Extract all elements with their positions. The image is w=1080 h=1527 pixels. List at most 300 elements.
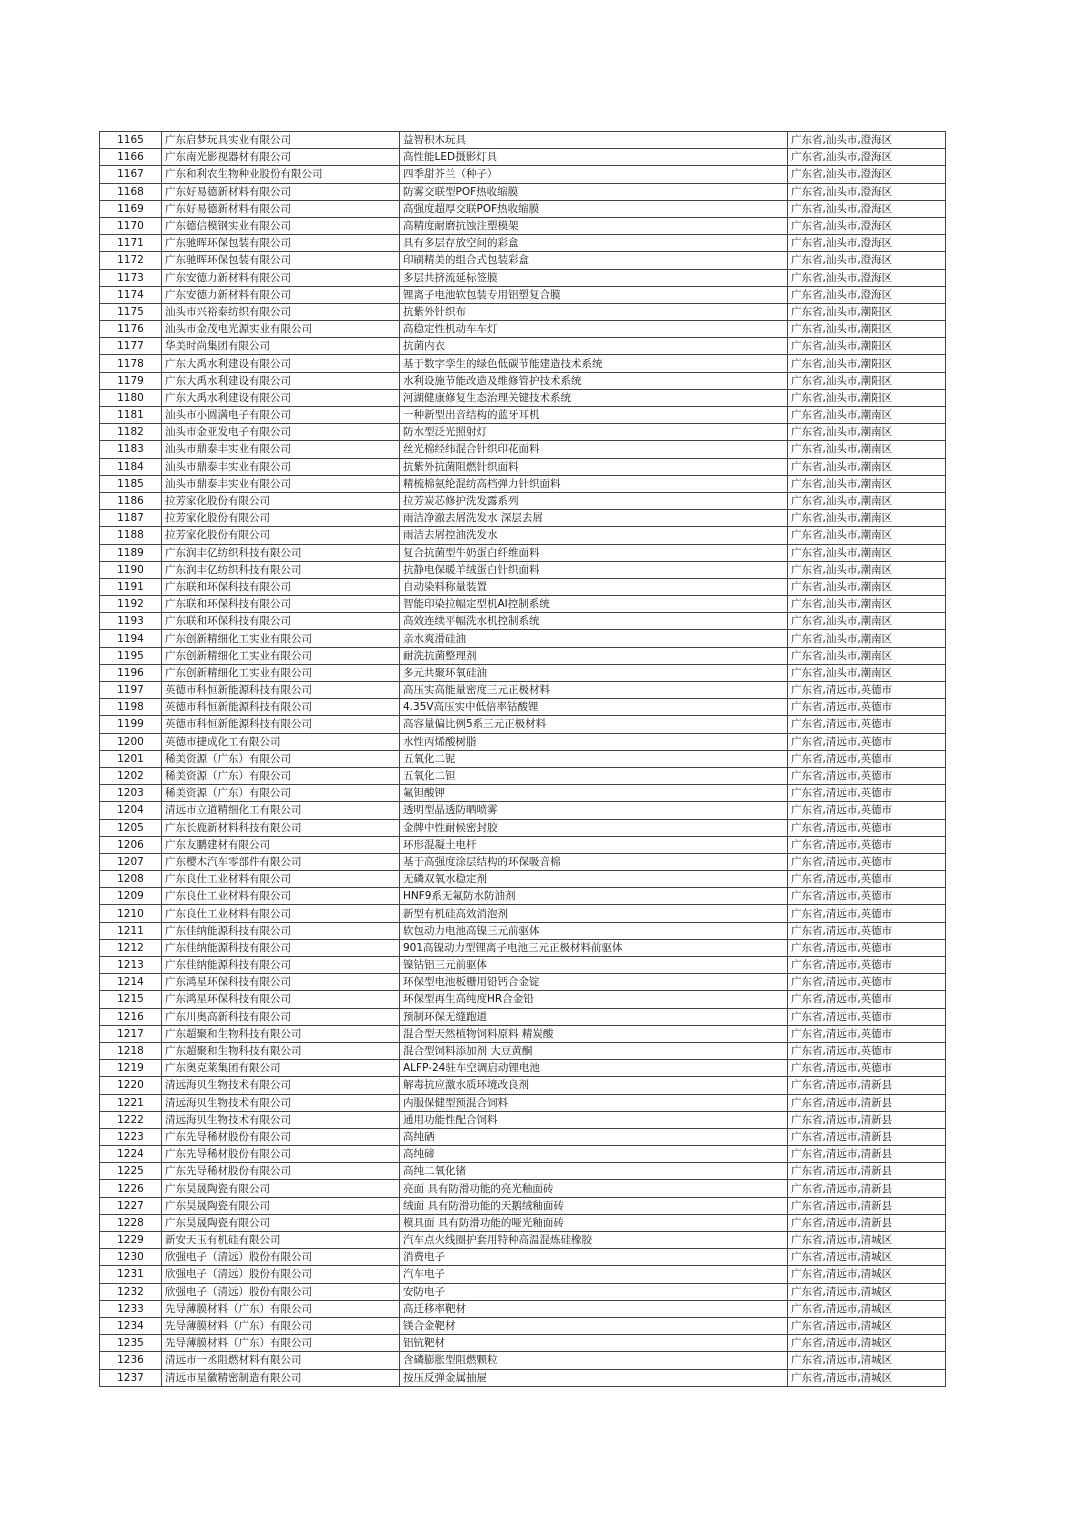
table-row: [100, 1335, 946, 1352]
region-cell: 广东省,汕头市,潮南区: [788, 613, 946, 630]
product-name-cell: 雨洁净澈去屑洗发水 深层去屑: [400, 510, 788, 527]
table-row: [100, 200, 946, 217]
product-name-cell: 复合抗菌型牛奶蛋白纤维面料: [400, 544, 788, 561]
row-number-cell: 1229: [100, 1232, 162, 1249]
row-number-cell: 1189: [100, 544, 162, 561]
product-name-cell: 智能印染拉幅定型机AI控制系统: [400, 596, 788, 613]
product-name-cell: 丝光棉经纬混合针织印花面料: [400, 441, 788, 458]
company-name-cell: 广东联和环保科技有限公司: [162, 578, 400, 595]
product-name-cell: 按压反弹金属抽屉: [400, 1369, 788, 1386]
table-row: [100, 1060, 946, 1077]
region-cell: 广东省,汕头市,潮阳区: [788, 372, 946, 389]
company-name-cell: 广东启梦玩具实业有限公司: [162, 132, 400, 149]
product-name-cell: 具有多层存放空间的彩盒: [400, 235, 788, 252]
table-row: [100, 578, 946, 595]
region-cell: 广东省,清远市,清新县: [788, 1214, 946, 1231]
table-row: [100, 888, 946, 905]
table-row: [100, 372, 946, 389]
row-number-cell: 1215: [100, 991, 162, 1008]
company-name-cell: 广东良仕工业材料有限公司: [162, 905, 400, 922]
region-cell: 广东省,汕头市,潮南区: [788, 492, 946, 509]
table-row: [100, 286, 946, 303]
table-row: [100, 1317, 946, 1334]
product-name-cell: 印刷精美的组合式包装彩盒: [400, 252, 788, 269]
row-number-cell: 1169: [100, 200, 162, 217]
table-row: [100, 217, 946, 234]
company-name-cell: 广东先导稀材股份有限公司: [162, 1163, 400, 1180]
row-number-cell: 1223: [100, 1128, 162, 1145]
table-row: [100, 991, 946, 1008]
region-cell: 广东省,清远市,清新县: [788, 1111, 946, 1128]
product-name-cell: 一种新型出音结构的蓝牙耳机: [400, 407, 788, 424]
region-cell: 广东省,汕头市,潮南区: [788, 527, 946, 544]
table-row: [100, 905, 946, 922]
table-row: [100, 269, 946, 286]
table-row: [100, 613, 946, 630]
product-name-cell: 混合型饲料添加剂 大豆黄酮: [400, 1042, 788, 1059]
company-name-cell: 广东长鹿新材料科技有限公司: [162, 819, 400, 836]
product-name-cell: 环保型再生高纯度HR合金铅: [400, 991, 788, 1008]
product-name-cell: 五氧化二钽: [400, 767, 788, 784]
region-cell: 广东省,汕头市,澄海区: [788, 200, 946, 217]
region-cell: 广东省,清远市,英德市: [788, 785, 946, 802]
company-name-cell: 汕头市金茂电光源实业有限公司: [162, 321, 400, 338]
row-number-cell: 1208: [100, 871, 162, 888]
row-number-cell: 1225: [100, 1163, 162, 1180]
row-number-cell: 1217: [100, 1025, 162, 1042]
table-row: [100, 596, 946, 613]
company-name-cell: 广东超聚和生物科技有限公司: [162, 1042, 400, 1059]
company-name-cell: 广东创新精细化工实业有限公司: [162, 630, 400, 647]
table-row: [100, 1025, 946, 1042]
company-name-cell: 汕头市鼎泰丰实业有限公司: [162, 458, 400, 475]
row-number-cell: 1209: [100, 888, 162, 905]
company-name-cell: 稀美资源（广东）有限公司: [162, 785, 400, 802]
table-row: [100, 1077, 946, 1094]
row-number-cell: 1187: [100, 510, 162, 527]
table-row: [100, 166, 946, 183]
row-number-cell: 1232: [100, 1283, 162, 1300]
region-cell: 广东省,清远市,清城区: [788, 1249, 946, 1266]
product-name-cell: 水性丙烯酸树脂: [400, 733, 788, 750]
product-name-cell: 精梳棉氨纶混纺高档弹力针织面料: [400, 475, 788, 492]
table-row: [100, 1232, 946, 1249]
region-cell: 广东省,汕头市,潮南区: [788, 510, 946, 527]
table-row: [100, 699, 946, 716]
company-name-cell: 广东好易德新材料有限公司: [162, 183, 400, 200]
row-number-cell: 1174: [100, 286, 162, 303]
product-name-cell: 亮面 具有防滑功能的亮光釉面砖: [400, 1180, 788, 1197]
company-name-cell: 英德市科恒新能源科技有限公司: [162, 699, 400, 716]
region-cell: 广东省,清远市,清新县: [788, 1163, 946, 1180]
region-cell: 广东省,清远市,清城区: [788, 1369, 946, 1386]
table-row: [100, 458, 946, 475]
row-number-cell: 1192: [100, 596, 162, 613]
table-row: [100, 1042, 946, 1059]
region-cell: 广东省,汕头市,潮南区: [788, 407, 946, 424]
company-name-cell: 先导薄膜材料（广东）有限公司: [162, 1317, 400, 1334]
row-number-cell: 1202: [100, 767, 162, 784]
product-name-cell: 抗紫外针织布: [400, 303, 788, 320]
region-cell: 广东省,清远市,英德市: [788, 682, 946, 699]
company-name-cell: 汕头市金亚发电子有限公司: [162, 424, 400, 441]
region-cell: 广东省,清远市,英德市: [788, 853, 946, 870]
row-number-cell: 1203: [100, 785, 162, 802]
product-name-cell: 自动染料称量装置: [400, 578, 788, 595]
product-name-cell: 内服保健型预混合饲料: [400, 1094, 788, 1111]
row-number-cell: 1200: [100, 733, 162, 750]
region-cell: 广东省,汕头市,潮南区: [788, 424, 946, 441]
region-cell: 广东省,清远市,英德市: [788, 871, 946, 888]
product-name-cell: 汽车点火线圈护套用特种高温混炼硅橡胶: [400, 1232, 788, 1249]
company-name-cell: 清远海贝生物技术有限公司: [162, 1077, 400, 1094]
table-row: [100, 630, 946, 647]
product-name-cell: 通用功能性配合饲料: [400, 1111, 788, 1128]
region-cell: 广东省,汕头市,潮南区: [788, 458, 946, 475]
table-row: [100, 716, 946, 733]
table-row: [100, 750, 946, 767]
region-cell: 广东省,汕头市,潮南区: [788, 475, 946, 492]
product-name-cell: 四季甜芥兰（种子）: [400, 166, 788, 183]
row-number-cell: 1221: [100, 1094, 162, 1111]
table-row: [100, 407, 946, 424]
region-cell: 广东省,清远市,清新县: [788, 1180, 946, 1197]
company-name-cell: 广东佳纳能源科技有限公司: [162, 922, 400, 939]
region-cell: 广东省,汕头市,潮南区: [788, 578, 946, 595]
company-name-cell: 广东昊晟陶瓷有限公司: [162, 1180, 400, 1197]
row-number-cell: 1181: [100, 407, 162, 424]
table-row: [100, 922, 946, 939]
product-name-cell: 新型有机硅高效消泡剂: [400, 905, 788, 922]
row-number-cell: 1171: [100, 235, 162, 252]
product-name-cell: 高稳定性机动车车灯: [400, 321, 788, 338]
row-number-cell: 1179: [100, 372, 162, 389]
product-name-cell: 环形混凝土电杆: [400, 836, 788, 853]
region-cell: 广东省,清远市,英德市: [788, 699, 946, 716]
table-row: [100, 544, 946, 561]
table-row: [100, 785, 946, 802]
product-name-cell: 抗菌内衣: [400, 338, 788, 355]
company-name-cell: 欣强电子（清远）股份有限公司: [162, 1266, 400, 1283]
table-row: [100, 1146, 946, 1163]
product-name-cell: 绒面 具有防滑功能的天鹅绒釉面砖: [400, 1197, 788, 1214]
table-row: [100, 492, 946, 509]
region-cell: 广东省,汕头市,潮南区: [788, 544, 946, 561]
region-cell: 广东省,汕头市,澄海区: [788, 235, 946, 252]
product-name-cell: 4.35V高压实中低倍率钴酸锂: [400, 699, 788, 716]
product-name-cell: 环保型电池板栅用铅钙合金锭: [400, 974, 788, 991]
table-row: [100, 1266, 946, 1283]
row-number-cell: 1198: [100, 699, 162, 716]
company-name-cell: 清远市立道精细化工有限公司: [162, 802, 400, 819]
company-name-cell: 广东佳纳能源科技有限公司: [162, 957, 400, 974]
product-name-cell: 高压实高能量密度三元正极材料: [400, 682, 788, 699]
table-row: [100, 149, 946, 166]
row-number-cell: 1182: [100, 424, 162, 441]
row-number-cell: 1193: [100, 613, 162, 630]
company-name-cell: 广东友鹏建材有限公司: [162, 836, 400, 853]
company-name-cell: 广东昊晟陶瓷有限公司: [162, 1197, 400, 1214]
company-name-cell: 华美时尚集团有限公司: [162, 338, 400, 355]
company-name-cell: 广东好易德新材料有限公司: [162, 200, 400, 217]
product-name-cell: 软包动力电池高镍三元前驱体: [400, 922, 788, 939]
region-cell: 广东省,清远市,英德市: [788, 1025, 946, 1042]
product-name-cell: 雨洁去屑控油洗发水: [400, 527, 788, 544]
row-number-cell: 1224: [100, 1146, 162, 1163]
region-cell: 广东省,汕头市,澄海区: [788, 252, 946, 269]
table-row: [100, 1197, 946, 1214]
enterprise-product-table: [99, 131, 946, 1387]
region-cell: 广东省,清远市,英德市: [788, 1060, 946, 1077]
product-name-cell: 混合型天然植物饲料原料 精炭酸: [400, 1025, 788, 1042]
region-cell: 广东省,汕头市,潮阳区: [788, 303, 946, 320]
product-name-cell: 消费电子: [400, 1249, 788, 1266]
region-cell: 广东省,清远市,清城区: [788, 1300, 946, 1317]
product-name-cell: ALFP-24驻车空调启动锂电池: [400, 1060, 788, 1077]
region-cell: 广东省,清远市,清城区: [788, 1317, 946, 1334]
row-number-cell: 1199: [100, 716, 162, 733]
row-number-cell: 1211: [100, 922, 162, 939]
row-number-cell: 1227: [100, 1197, 162, 1214]
region-cell: 广东省,汕头市,潮阳区: [788, 355, 946, 372]
row-number-cell: 1212: [100, 939, 162, 956]
region-cell: 广东省,汕头市,潮南区: [788, 630, 946, 647]
row-number-cell: 1180: [100, 389, 162, 406]
row-number-cell: 1178: [100, 355, 162, 372]
product-name-cell: 基于高强度涂层结构的环保吸音棉: [400, 853, 788, 870]
company-name-cell: 广东德信模钢实业有限公司: [162, 217, 400, 234]
table-row: [100, 321, 946, 338]
region-cell: 广东省,汕头市,澄海区: [788, 149, 946, 166]
company-name-cell: 稀美资源（广东）有限公司: [162, 767, 400, 784]
region-cell: 广东省,清远市,英德市: [788, 957, 946, 974]
region-cell: 广东省,汕头市,澄海区: [788, 286, 946, 303]
table-row: [100, 957, 946, 974]
region-cell: 广东省,清远市,英德市: [788, 802, 946, 819]
company-name-cell: 广东驰晖环保包装有限公司: [162, 235, 400, 252]
table-row: [100, 132, 946, 149]
company-name-cell: 汕头市小圆满电子有限公司: [162, 407, 400, 424]
table-row: [100, 682, 946, 699]
table-row: [100, 1094, 946, 1111]
row-number-cell: 1185: [100, 475, 162, 492]
product-name-cell: 高效连续平幅洗水机控制系统: [400, 613, 788, 630]
product-name-cell: 镍钴铝三元前驱体: [400, 957, 788, 974]
table-row: [100, 1163, 946, 1180]
row-number-cell: 1236: [100, 1352, 162, 1369]
row-number-cell: 1170: [100, 217, 162, 234]
company-name-cell: 汕头市鼎泰丰实业有限公司: [162, 441, 400, 458]
product-name-cell: 铝钪靶材: [400, 1335, 788, 1352]
row-number-cell: 1168: [100, 183, 162, 200]
company-name-cell: 先导薄膜材料（广东）有限公司: [162, 1335, 400, 1352]
product-name-cell: 拉芳炭芯修护洗发露系列: [400, 492, 788, 509]
region-cell: 广东省,清远市,英德市: [788, 716, 946, 733]
region-cell: 广东省,汕头市,澄海区: [788, 217, 946, 234]
region-cell: 广东省,汕头市,潮阳区: [788, 389, 946, 406]
product-name-cell: 金牌中性耐候密封胶: [400, 819, 788, 836]
company-name-cell: 清远海贝生物技术有限公司: [162, 1111, 400, 1128]
region-cell: 广东省,清远市,清新县: [788, 1146, 946, 1163]
region-cell: 广东省,汕头市,澄海区: [788, 269, 946, 286]
table-row: [100, 424, 946, 441]
company-name-cell: 广东川奥高新科技有限公司: [162, 1008, 400, 1025]
row-number-cell: 1231: [100, 1266, 162, 1283]
row-number-cell: 1218: [100, 1042, 162, 1059]
region-cell: 广东省,清远市,英德市: [788, 767, 946, 784]
table-row: [100, 303, 946, 320]
company-name-cell: 英德市捷成化工有限公司: [162, 733, 400, 750]
row-number-cell: 1233: [100, 1300, 162, 1317]
product-name-cell: 安防电子: [400, 1283, 788, 1300]
region-cell: 广东省,清远市,英德市: [788, 836, 946, 853]
product-name-cell: 多元共聚环氧硅油: [400, 664, 788, 681]
table-row: [100, 802, 946, 819]
region-cell: 广东省,汕头市,潮南区: [788, 596, 946, 613]
company-name-cell: 广东润丰亿纺织科技有限公司: [162, 544, 400, 561]
product-name-cell: 模具面 具有防滑功能的哑光釉面砖: [400, 1214, 788, 1231]
row-number-cell: 1213: [100, 957, 162, 974]
row-number-cell: 1222: [100, 1111, 162, 1128]
table-row: [100, 235, 946, 252]
product-name-cell: 多层共挤流延标签膜: [400, 269, 788, 286]
row-number-cell: 1195: [100, 647, 162, 664]
table-row: [100, 647, 946, 664]
table-row: [100, 819, 946, 836]
region-cell: 广东省,清远市,清城区: [788, 1352, 946, 1369]
product-name-cell: 预制环保无缝跑道: [400, 1008, 788, 1025]
region-cell: 广东省,汕头市,潮南区: [788, 561, 946, 578]
table-row: [100, 1369, 946, 1386]
product-name-cell: 镁合金靶材: [400, 1317, 788, 1334]
region-cell: 广东省,汕头市,潮南区: [788, 664, 946, 681]
table-row: [100, 527, 946, 544]
company-name-cell: 广东创新精细化工实业有限公司: [162, 647, 400, 664]
region-cell: 广东省,清远市,清城区: [788, 1283, 946, 1300]
region-cell: 广东省,汕头市,潮阳区: [788, 338, 946, 355]
company-name-cell: 清远市星徽精密制造有限公司: [162, 1369, 400, 1386]
region-cell: 广东省,汕头市,潮阳区: [788, 321, 946, 338]
table-row: [100, 871, 946, 888]
product-name-cell: 高性能LED摄影灯具: [400, 149, 788, 166]
table-row: [100, 1111, 946, 1128]
product-name-cell: 耐洗抗菌整理剂: [400, 647, 788, 664]
row-number-cell: 1234: [100, 1317, 162, 1334]
row-number-cell: 1167: [100, 166, 162, 183]
company-name-cell: 英德市科恒新能源科技有限公司: [162, 682, 400, 699]
product-name-cell: 抗紫外抗菌阻燃针织面料: [400, 458, 788, 475]
table-row: [100, 338, 946, 355]
company-name-cell: 广东樱木汽车零部件有限公司: [162, 853, 400, 870]
region-cell: 广东省,清远市,英德市: [788, 733, 946, 750]
region-cell: 广东省,清远市,清新县: [788, 1128, 946, 1145]
region-cell: 广东省,清远市,清新县: [788, 1094, 946, 1111]
product-name-cell: 防雾交联型POF热收缩膜: [400, 183, 788, 200]
row-number-cell: 1177: [100, 338, 162, 355]
row-number-cell: 1204: [100, 802, 162, 819]
product-name-cell: 汽车电子: [400, 1266, 788, 1283]
row-number-cell: 1166: [100, 149, 162, 166]
product-name-cell: 高迁移率靶材: [400, 1300, 788, 1317]
company-name-cell: 欣强电子（清远）股份有限公司: [162, 1283, 400, 1300]
row-number-cell: 1230: [100, 1249, 162, 1266]
company-name-cell: 清远海贝生物技术有限公司: [162, 1094, 400, 1111]
table-row: [100, 1283, 946, 1300]
row-number-cell: 1172: [100, 252, 162, 269]
region-cell: 广东省,汕头市,潮南区: [788, 441, 946, 458]
region-cell: 广东省,汕头市,潮南区: [788, 647, 946, 664]
row-number-cell: 1237: [100, 1369, 162, 1386]
company-name-cell: 广东润丰亿纺织科技有限公司: [162, 561, 400, 578]
product-name-cell: 高纯碲: [400, 1146, 788, 1163]
region-cell: 广东省,清远市,清城区: [788, 1266, 946, 1283]
row-number-cell: 1183: [100, 441, 162, 458]
table-row: [100, 1300, 946, 1317]
company-name-cell: 广东先导稀材股份有限公司: [162, 1146, 400, 1163]
table-row: [100, 1008, 946, 1025]
region-cell: 广东省,清远市,英德市: [788, 991, 946, 1008]
company-name-cell: 广东驰晖环保包装有限公司: [162, 252, 400, 269]
table-row: [100, 1214, 946, 1231]
table-row: [100, 853, 946, 870]
company-name-cell: 拉芳家化股份有限公司: [162, 527, 400, 544]
row-number-cell: 1207: [100, 853, 162, 870]
product-name-cell: 五氧化二铌: [400, 750, 788, 767]
region-cell: 广东省,清远市,清城区: [788, 1232, 946, 1249]
region-cell: 广东省,清远市,英德市: [788, 922, 946, 939]
table-row: [100, 1128, 946, 1145]
table-row: [100, 475, 946, 492]
product-name-cell: 高容量偏比例5系三元正极材料: [400, 716, 788, 733]
product-name-cell: 亲水爽滑硅油: [400, 630, 788, 647]
row-number-cell: 1191: [100, 578, 162, 595]
product-name-cell: 高精度耐磨抗蚀注塑模架: [400, 217, 788, 234]
region-cell: 广东省,清远市,英德市: [788, 974, 946, 991]
row-number-cell: 1216: [100, 1008, 162, 1025]
row-number-cell: 1210: [100, 905, 162, 922]
row-number-cell: 1197: [100, 682, 162, 699]
product-name-cell: HNF9系无氟防水防油剂: [400, 888, 788, 905]
row-number-cell: 1206: [100, 836, 162, 853]
row-number-cell: 1226: [100, 1180, 162, 1197]
product-name-cell: 水利设施节能改造及维修管护技术系统: [400, 372, 788, 389]
company-name-cell: 稀美资源（广东）有限公司: [162, 750, 400, 767]
company-name-cell: 广东联和环保科技有限公司: [162, 596, 400, 613]
company-name-cell: 广东鸿星环保科技有限公司: [162, 991, 400, 1008]
row-number-cell: 1176: [100, 321, 162, 338]
company-name-cell: 广东大禹水利建设有限公司: [162, 355, 400, 372]
product-name-cell: 氟钽酸钾: [400, 785, 788, 802]
company-name-cell: 广东先导稀材股份有限公司: [162, 1128, 400, 1145]
region-cell: 广东省,汕头市,澄海区: [788, 132, 946, 149]
region-cell: 广东省,汕头市,澄海区: [788, 166, 946, 183]
row-number-cell: 1188: [100, 527, 162, 544]
product-name-cell: 锂离子电池软包装专用铝塑复合膜: [400, 286, 788, 303]
region-cell: 广东省,清远市,英德市: [788, 888, 946, 905]
company-name-cell: 广东大禹水利建设有限公司: [162, 389, 400, 406]
product-name-cell: 无磷双氧水稳定剂: [400, 871, 788, 888]
table-row: [100, 939, 946, 956]
table-row: [100, 1180, 946, 1197]
region-cell: 广东省,清远市,英德市: [788, 819, 946, 836]
product-name-cell: 高纯二氧化锗: [400, 1163, 788, 1180]
row-number-cell: 1219: [100, 1060, 162, 1077]
company-name-cell: 广东奥克莱集团有限公司: [162, 1060, 400, 1077]
row-number-cell: 1220: [100, 1077, 162, 1094]
region-cell: 广东省,清远市,英德市: [788, 1042, 946, 1059]
table-row: [100, 836, 946, 853]
company-name-cell: 英德市科恒新能源科技有限公司: [162, 716, 400, 733]
